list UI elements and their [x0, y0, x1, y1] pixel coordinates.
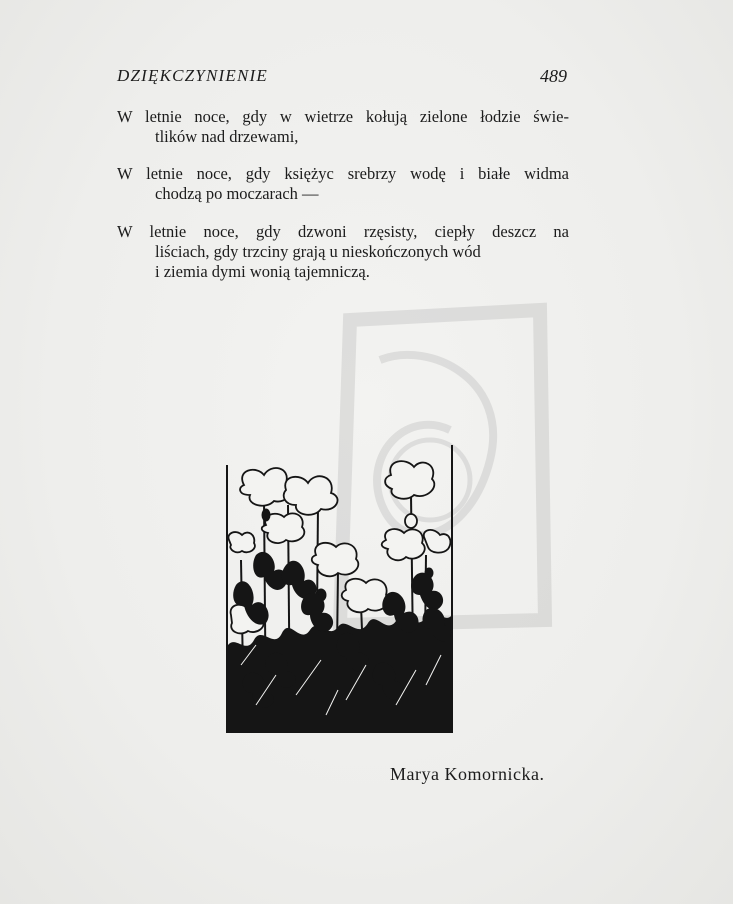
page-header	[117, 66, 573, 94]
stanza-line: tlików nad drzewami,	[155, 127, 299, 146]
page-number: 489	[540, 66, 567, 86]
stanza-2	[117, 164, 569, 204]
stanza-line: W letnie noce, gdy dzwoni rzęsisty, ciepły deszcz na	[117, 222, 569, 241]
running-title: DZIĘKCZYNIENIE	[117, 66, 268, 85]
stanza-line: i ziemia dymi wonią tajemniczą.	[155, 262, 370, 281]
stanza-3	[117, 222, 569, 282]
stanza-1	[117, 107, 569, 147]
author-signature: Marya Komornicka.	[390, 764, 545, 784]
stanza-line: liściach, gdy trzciny grają u nieskończonych wód	[155, 242, 481, 261]
stanza-line: W letnie noce, gdy księżyc srebrzy wodę i białe widma	[117, 164, 569, 183]
stanza-line: W letnie noce, gdy w wietrze kołują zielone łodzie świe-	[117, 107, 569, 126]
stanza-line: chodzą po moczarach —	[155, 184, 319, 203]
poppy-flowers-illustration-icon	[226, 445, 456, 735]
